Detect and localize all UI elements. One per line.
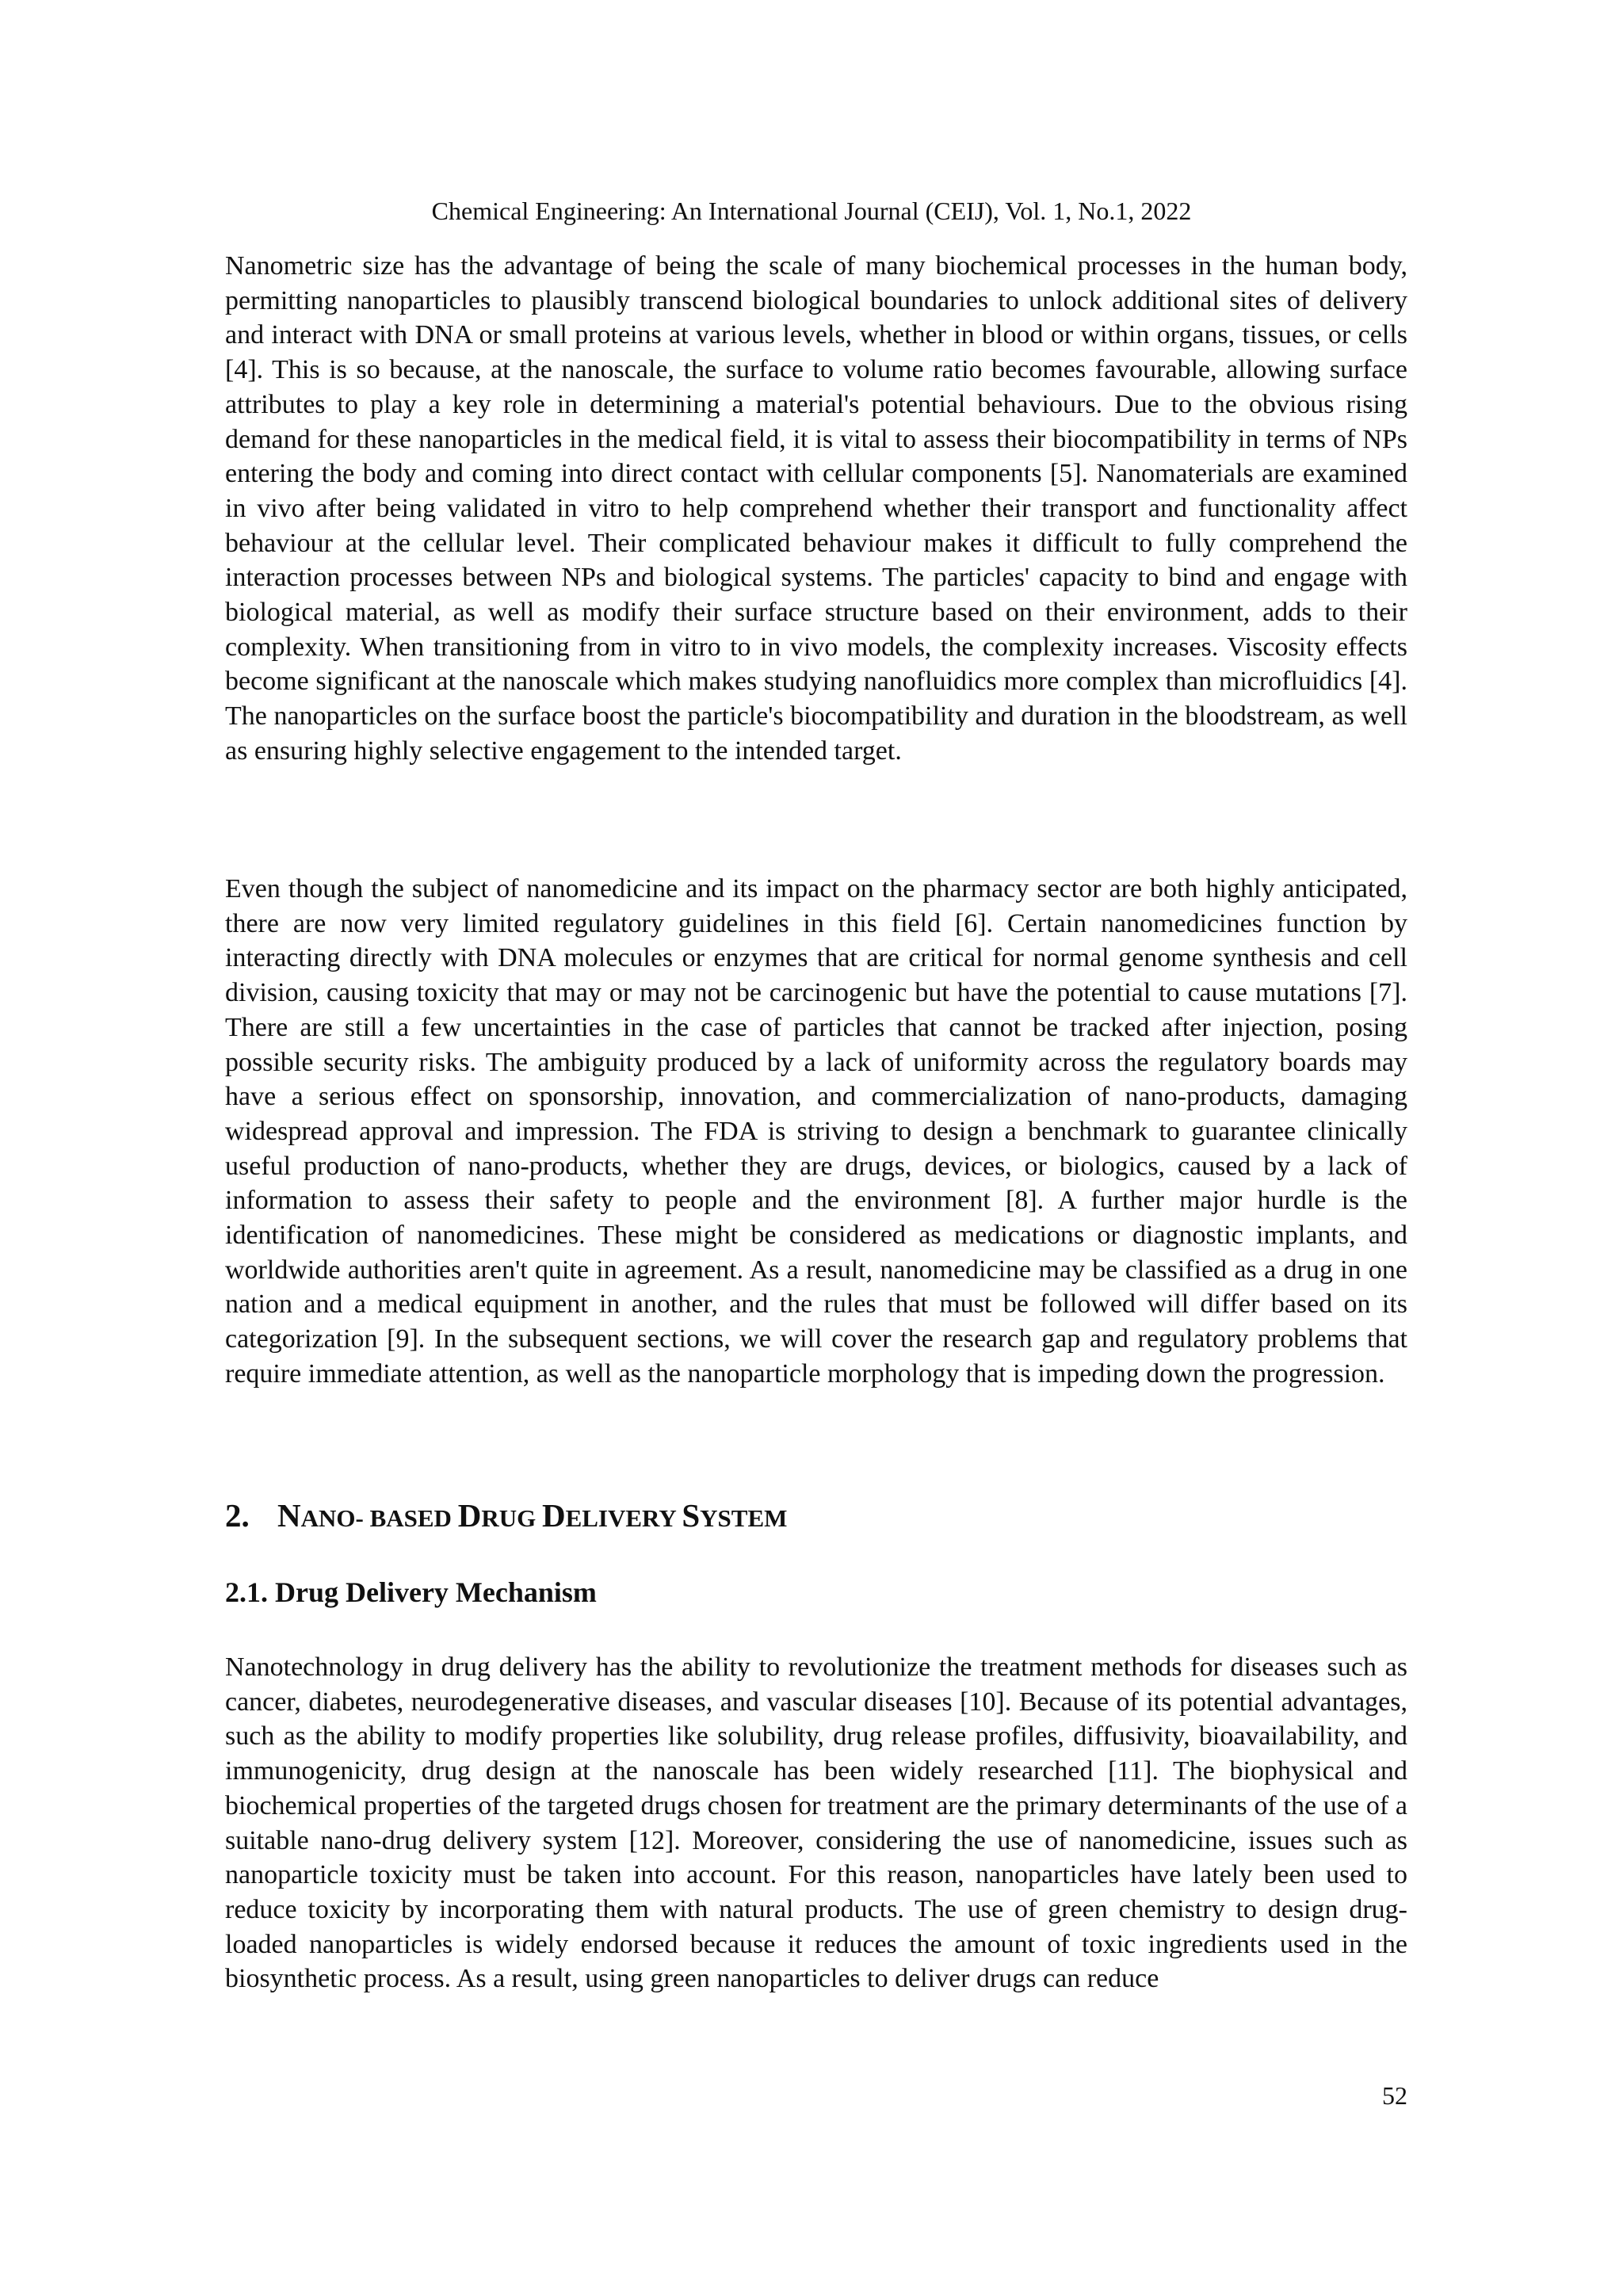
body-paragraph-nanometric-size: Nanometric size has the advantage of being the scale of many biochemical processes in the human body, permitting nanoparticles to plausibly transcend biological boundaries to unlock additional sites of delivery and interact with DNA or small proteins at various levels, whether in blood or within organs, tissues, or cells [4]. This is so because, at the nanoscale, the surface to volume ratio becomes favourable, allowing surface attributes to play a key role in determining a material's potential behaviours. Due to the obvious rising demand for these nanoparticles in the medical field, it is vital to assess their biocompatibility in terms of NPs entering the body and coming into direct contact with cellular components [5]. Nanomaterials are examined in vivo after being validated in vitro to help comprehend whether their transport and functionality affect behaviour at the cellular level. Their complicated behaviour makes it difficult to fully comprehend the interaction processes between NPs and biological systems. The particles' capacity to bind and engage with biological material, as well as modify their surface structure based on their environment, adds to their complexity. When transitioning from in vitro to in vivo models, the complexity increases. Viscosity effects become significant at the nanoscale which makes studying nanofluidics more complex than microfluidics [4]. The nanoparticles on the surface boost the particle's biocompatibility and duration in the bloodstream, as well as ensuring highly selective engagement to the intended target. [225, 251, 1407, 766]
section-number: 2. [225, 1497, 250, 1534]
page-number: 52 [1382, 2081, 1407, 2110]
running-header: Chemical Engineering: An International Journal (CEIJ), Vol. 1, No.1, 2022 [431, 197, 1192, 225]
body-paragraph-drug-delivery: Nanotechnology in drug delivery has the ability to revolutionize the treatment methods for diseases such as cancer, diabetes, neurodegenerative diseases, and vascular diseases [10]. Because of its potential advantages, such as the ability to modify properties like solubility, drug release profiles, diffusivity, bioavailability, and immunogenicity, drug design at the nanoscale has been widely researched [11]. The biophysical and biochemical properties of the targeted drugs chosen for treatment are the primary determinants of the use of a suitable nano-drug delivery system [12]. Moreover, considering the use of nanomedicine, issues such as nanoparticle toxicity must be taken into account. For this reason, nanoparticles have lately been used to reduce toxicity by incorporating them with natural products. The use of green chemistry to design drug-loaded nanoparticles is widely endorsed because it reduces the amount of toxic ingredients used in the biosynthetic process. As a result, using green nanoparticles to deliver drugs can reduce [225, 1652, 1407, 1994]
section-title: NANO- BASED DRUG DELIVERY SYSTEM [277, 1497, 788, 1534]
section-heading [225, 1495, 787, 1539]
body-paragraph-regulatory-guidelines: Even though the subject of nanomedicine and its impact on the pharmacy sector are both highly anticipated, there are now very limited regulatory guidelines in this field [6]. Certain nanomedicines function by interacting directly with DNA molecules or enzymes that are critical for normal genome synthesis and cell division, causing toxicity that may or may not be carcinogenic but have the potential to cause mutations [7]. There are still a few uncertainties in the case of particles that cannot be tracked after injection, posing possible security risks. The ambiguity produced by a lack of uniformity across the regulatory boards may have a serious effect on sponsorship, innovation, and commercialization of nano-products, damaging widespread approval and impression. The FDA is striving to design a benchmark to guarantee clinically useful production of nano-products, whether they are drugs, devices, or biologics, caused by a lack of information to assess their safety to people and the environment [8]. A further major hurdle is the identification of nanomedicines. These might be considered as medications or diagnostic implants, and worldwide authorities aren't quite in agreement. As a result, nanomedicine may be classified as a drug in one nation and a medical equipment in another, and the rules that must be followed will differ based on its categorization [9]. In the subsequent sections, we will cover the research gap and regulatory problems that require immediate attention, as well as the nanoparticle morphology that is impeding down the progression. [225, 874, 1407, 1389]
subsection-heading: 2.1. Drug Delivery Mechanism [225, 1576, 597, 1608]
